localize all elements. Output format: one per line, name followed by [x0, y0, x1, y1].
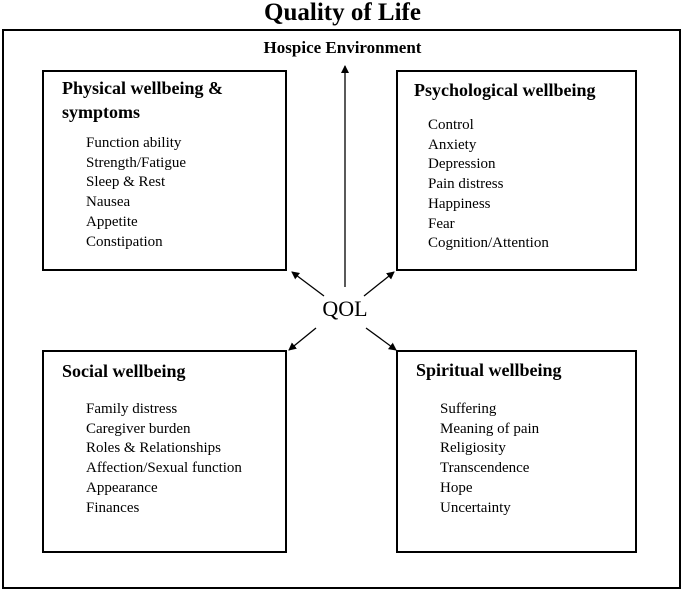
- list-item: Uncertainty: [440, 499, 511, 516]
- list-item: Appearance: [86, 479, 158, 496]
- list-item: Pain distress: [428, 176, 504, 193]
- arrow-social: [289, 328, 316, 350]
- qol-center-label: QOL: [322, 296, 368, 321]
- diagram-title: Quality of Life: [264, 0, 421, 26]
- list-item: Family distress: [86, 401, 178, 417]
- list-item: Constipation: [86, 233, 163, 250]
- psychological-wellbeing-box: [396, 70, 637, 271]
- social-wellbeing-box: [42, 350, 287, 553]
- list-item: Function ability: [86, 135, 182, 151]
- list-item: Caregiver burden: [86, 420, 191, 437]
- list-item: Strength/Fatigue: [86, 154, 186, 171]
- box-title: Physical wellbeing & symptoms: [62, 78, 223, 122]
- list-item: Transcendence: [440, 460, 530, 477]
- list-item: Control: [428, 117, 474, 133]
- list-item: Roles & Relationships: [86, 440, 221, 457]
- list-item: Appetite: [86, 213, 138, 230]
- list-item: Sleep & Rest: [86, 174, 166, 191]
- box-title: Social wellbeing: [62, 361, 186, 381]
- environment-label: Hospice Environment: [263, 38, 422, 57]
- list-item: Finances: [86, 499, 140, 516]
- item-list: [86, 400, 242, 518]
- arrow-psychological: [364, 272, 394, 296]
- list-item: Suffering: [440, 401, 497, 417]
- spiritual-wellbeing-box: [396, 350, 637, 553]
- arrow-physical: [292, 272, 324, 296]
- list-item: Nausea: [86, 194, 131, 211]
- list-item: Anxiety: [428, 136, 477, 153]
- list-item: Depression: [428, 156, 496, 173]
- list-item: Happiness: [428, 195, 491, 212]
- physical-wellbeing-box: [42, 70, 287, 271]
- item-list: [428, 116, 549, 254]
- arrow-spiritual: [366, 328, 396, 350]
- list-item: Meaning of pain: [440, 420, 540, 437]
- list-item: Cognition/Attention: [428, 235, 549, 252]
- item-list: [86, 134, 186, 252]
- list-item: Affection/Sexual function: [86, 460, 242, 477]
- item-list: [440, 400, 539, 518]
- box-title: Psychological wellbeing: [414, 80, 596, 100]
- list-item: Fear: [428, 215, 455, 232]
- list-item: Religiosity: [440, 440, 506, 457]
- box-title: Spiritual wellbeing: [416, 360, 562, 380]
- list-item: Hope: [440, 479, 473, 496]
